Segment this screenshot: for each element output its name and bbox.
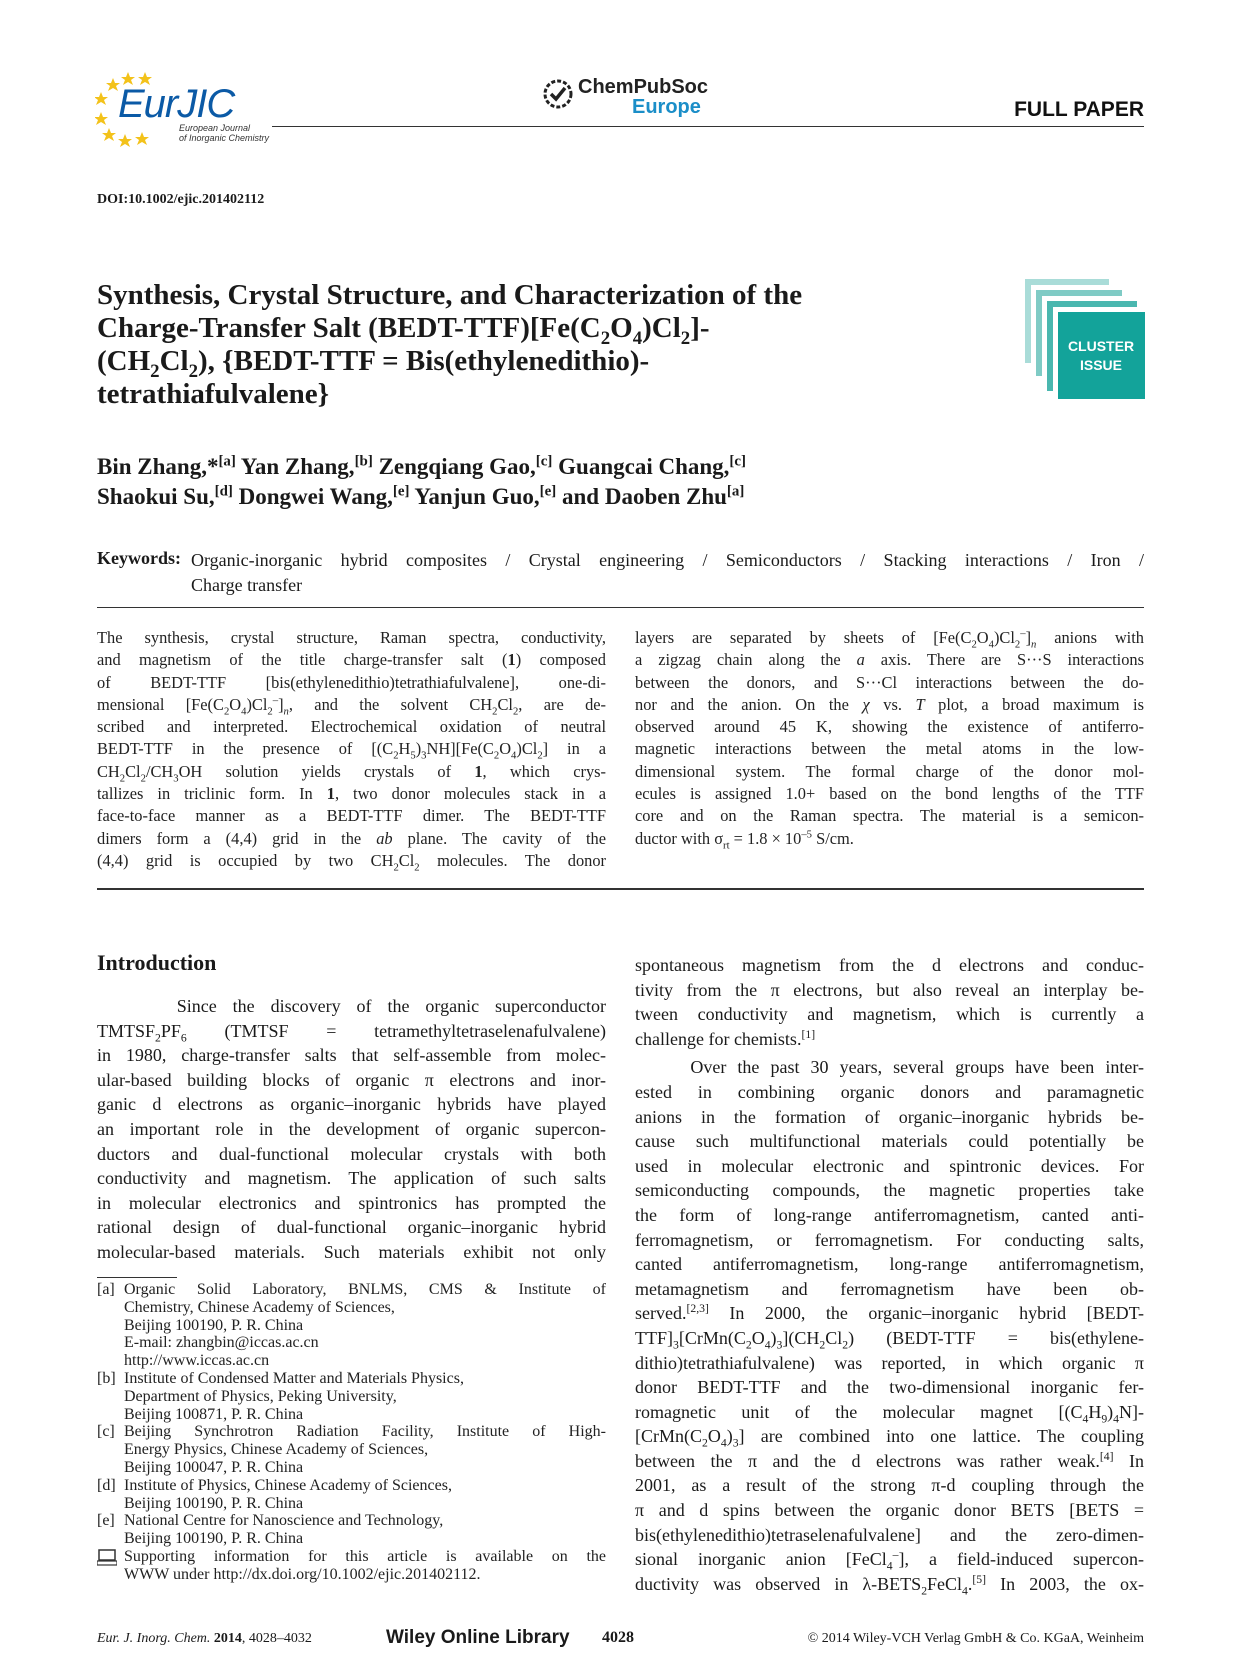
affiliation-footnotes: [97, 1281, 606, 1584]
abstract-top-rule: [97, 607, 1144, 608]
journal-logo-text: EurJIC: [118, 82, 235, 126]
abstract-left: The synthesis, crystal structure, Raman spectra, conductivity, and magnetism of the title charge-transfer salt (1) composed of BEDT-TTF [bis(ethylenedithio)tetrathiafulvalene], one-di- mensional $[Fe(C_2O_4)Cl_2^-]_n$, and the solvent $CH_2Cl_2$, are de- scribed and interpreted. Electrochemical oxidation of neutral BEDT-TTF in the presence of $[(C_2H_5)_3NH][Fe(C_2O_4)Cl_2]$ in a $CH_2Cl_2/CH_3OH$ solution yields crystals of 1, which crys- tallizes in triclinic form. In 1, two donor molecules stack in a face-to-face manner as a BEDT-TTF dimer. The BEDT-TTF dimers form a (4,4) grid in the ab plane. The cavity of the (4,4) grid is occupied by two $CH_2Cl_2$ molecules. The donor: [97, 628, 606, 874]
citation-footer: Eur. J. Inorg. Chem. 2014, 4028–4032: [97, 1631, 312, 1646]
author-list: Bin Zhang,*[a] Yan Zhang,[b] Zengqiang Gao,[c] Guangcai Chang,[c] Shaokui Su,[d] Dongwei Wang,[e] Yanjun Guo,[e] and Daoben Zhu[a]: [97, 453, 746, 509]
computer-icon: [97, 1548, 117, 1566]
article-type: FULL PAPER: [1014, 98, 1144, 121]
cluster-issue-label: CLUSTER ISSUE: [1067, 338, 1135, 373]
page-number: 4028: [602, 1629, 634, 1646]
affiliation-a: [a] Organic Solid Laboratory, BNLMS, CMS & Institute of Chemistry, Chinese Academy of Sciences, Beijing 100190, P. R. China E-mail: zhangbin@iccas.ac.cn http://www.iccas.ac.cn: [97, 1281, 606, 1370]
copyright: © 2014 Wiley-VCH Verlag GmbH & Co. KGaA, Weinheim: [807, 1631, 1144, 1646]
keywords-list: Organic-inorganic hybrid composites / Crystal engineering / Semiconductors / Stacking interactions / Iron / Charge transfer: [191, 550, 1144, 595]
abstract-bottom-rule: [97, 888, 1144, 890]
affiliation-c: [c] Beijing Synchrotron Radiation Facility, Institute of High- Energy Physics, Chinese Academy of Sciences, Beijing 100047, P. R. China: [97, 1423, 606, 1476]
chempubsoc-logo-icon: [542, 78, 574, 110]
affiliation-e: [e] National Centre for Nanoscience and Technology, Beijing 100190, P. R. China: [97, 1512, 444, 1548]
wiley-online-library: Wiley Online Library: [386, 1627, 570, 1648]
article-title: Synthesis, Crystal Structure, and Characterization of the Charge-Transfer Salt $(BEDT-TTF)[Fe(C_2O_4)Cl_2]-$ $(CH_2Cl_2)$, {BEDT-TTF = Bis(ethylenedithio)- tetrathiafulvalene}: [97, 279, 803, 410]
abstract-right: layers are separated by sheets of $[Fe(C_2O_4)Cl_2^-]_n$ anions with a zigzag chain along the a axis. There are S···S interactions between the donors, and S···Cl interactions between the do- nor and the anion. On the χ vs. T plot, a broad maximum is observed around 45 K, showing the existence of antiferro- magnetic interactions between the metal atoms in the low- dimensional system. The formal charge of the donor mol- ecules is assigned 1.0+ based on the bond lengths of the TTF core and on the Raman spectra. The material is a semicon- ductor with $\sigma_{rt} = 1.8 \times 10^{-5}$ S/cm.: [635, 628, 1144, 851]
introduction-right-column: spontaneous magnetism from the d electrons and conduc- tivity from the π electrons, but also reveal an interplay be- tween conductivity and magnetism, which is currently a challenge for chemists.[1] Over the past 30 years, several groups have been inter- ested in combining organic donors and paramagnetic anions in the formation of organic–inorganic hybrids be- cause such multifunctional materials could potentially be used in molecular electronic and spintronic devices. For semiconducting compounds, the magnetic properties take the form of long-range antiferromagnetism, canted anti- ferromagnetism, or ferromagnetism. For conducting salts, canted antiferromagnetism, long-range antiferromagnetism, metamagnetism and ferromagnetism have been ob- served.[2,3] In 2000, the organic–inorganic hybrid [BEDT- $TTF]_3[CrMn(C_2O_4)_3](CH_2Cl_2)$ (BEDT-TTF = bis(ethylene- dithio)tetrathiafulvalene) was reported, in which organic π donor BEDT-TTF and the two-dimensional inorganic fer- romagnetic unit of the molecular magnet $[(C_4H_9)_4N]-$ $[CrMn(C_2O_4)_3]$ are combined into one lattice. The coupling between the π and the d electrons was rather weak.[4] In 2001, as a result of the strong π-d coupling through the π and d spins between the organic donor BETS [BETS = bis(ethylenedithio)tetraselenafulvalene] and the zero-dimen- sional inorganic anion [FeCl$_4$–], a field-induced supercon- ductivity was observed in $\lambda-BETS_2FeCl_4.[5]$ In 2003, the ox-: [635, 955, 1145, 1598]
doi: DOI:10.1002/ejic.201402112: [97, 192, 265, 207]
introduction-heading: Introduction: [97, 950, 217, 975]
keywords-label: Keywords:: [97, 548, 181, 568]
supporting-info: Supporting information for this article is available on the WWW under http://dx.doi.org/10.1002/ejic.201402112.: [97, 1548, 606, 1584]
journal-logo-subtitle: European Journal of Inorganic Chemistry: [179, 123, 270, 143]
introduction-left-column: Since the discovery of the organic superconductor $TMTSF_2PF_6$ (TMTSF = tetramethyltetraselenafulvalene) in 1980, charge-transfer salts that self-assemble from molec- ular-based building blocks of organic π electrons and inor- ganic d electrons as organic–inorganic hybrids have played an important role in the development of organic supercon- ductors and dual-functional molecular crystals with both conductivity and magnetism. The application of such salts in molecular electronics and spintronics has prompted the rational design of dual-functional organic–inorganic hybrid molecular-based materials. Such materials exhibit not only: [97, 996, 606, 1262]
header-rule: [272, 126, 1144, 127]
publisher-name: ChemPubSoc: [578, 76, 709, 98]
affiliation-b: [b] Institute of Condensed Matter and Materials Physics, Department of Physics, Peking University, Beijing 100871, P. R. China: [97, 1369, 464, 1423]
publisher-region: Europe: [632, 96, 701, 118]
footnote-rule: [97, 1277, 177, 1278]
affiliation-d: [d] Institute of Physics, Chinese Academy of Sciences, Beijing 100190, P. R. China: [97, 1476, 452, 1512]
